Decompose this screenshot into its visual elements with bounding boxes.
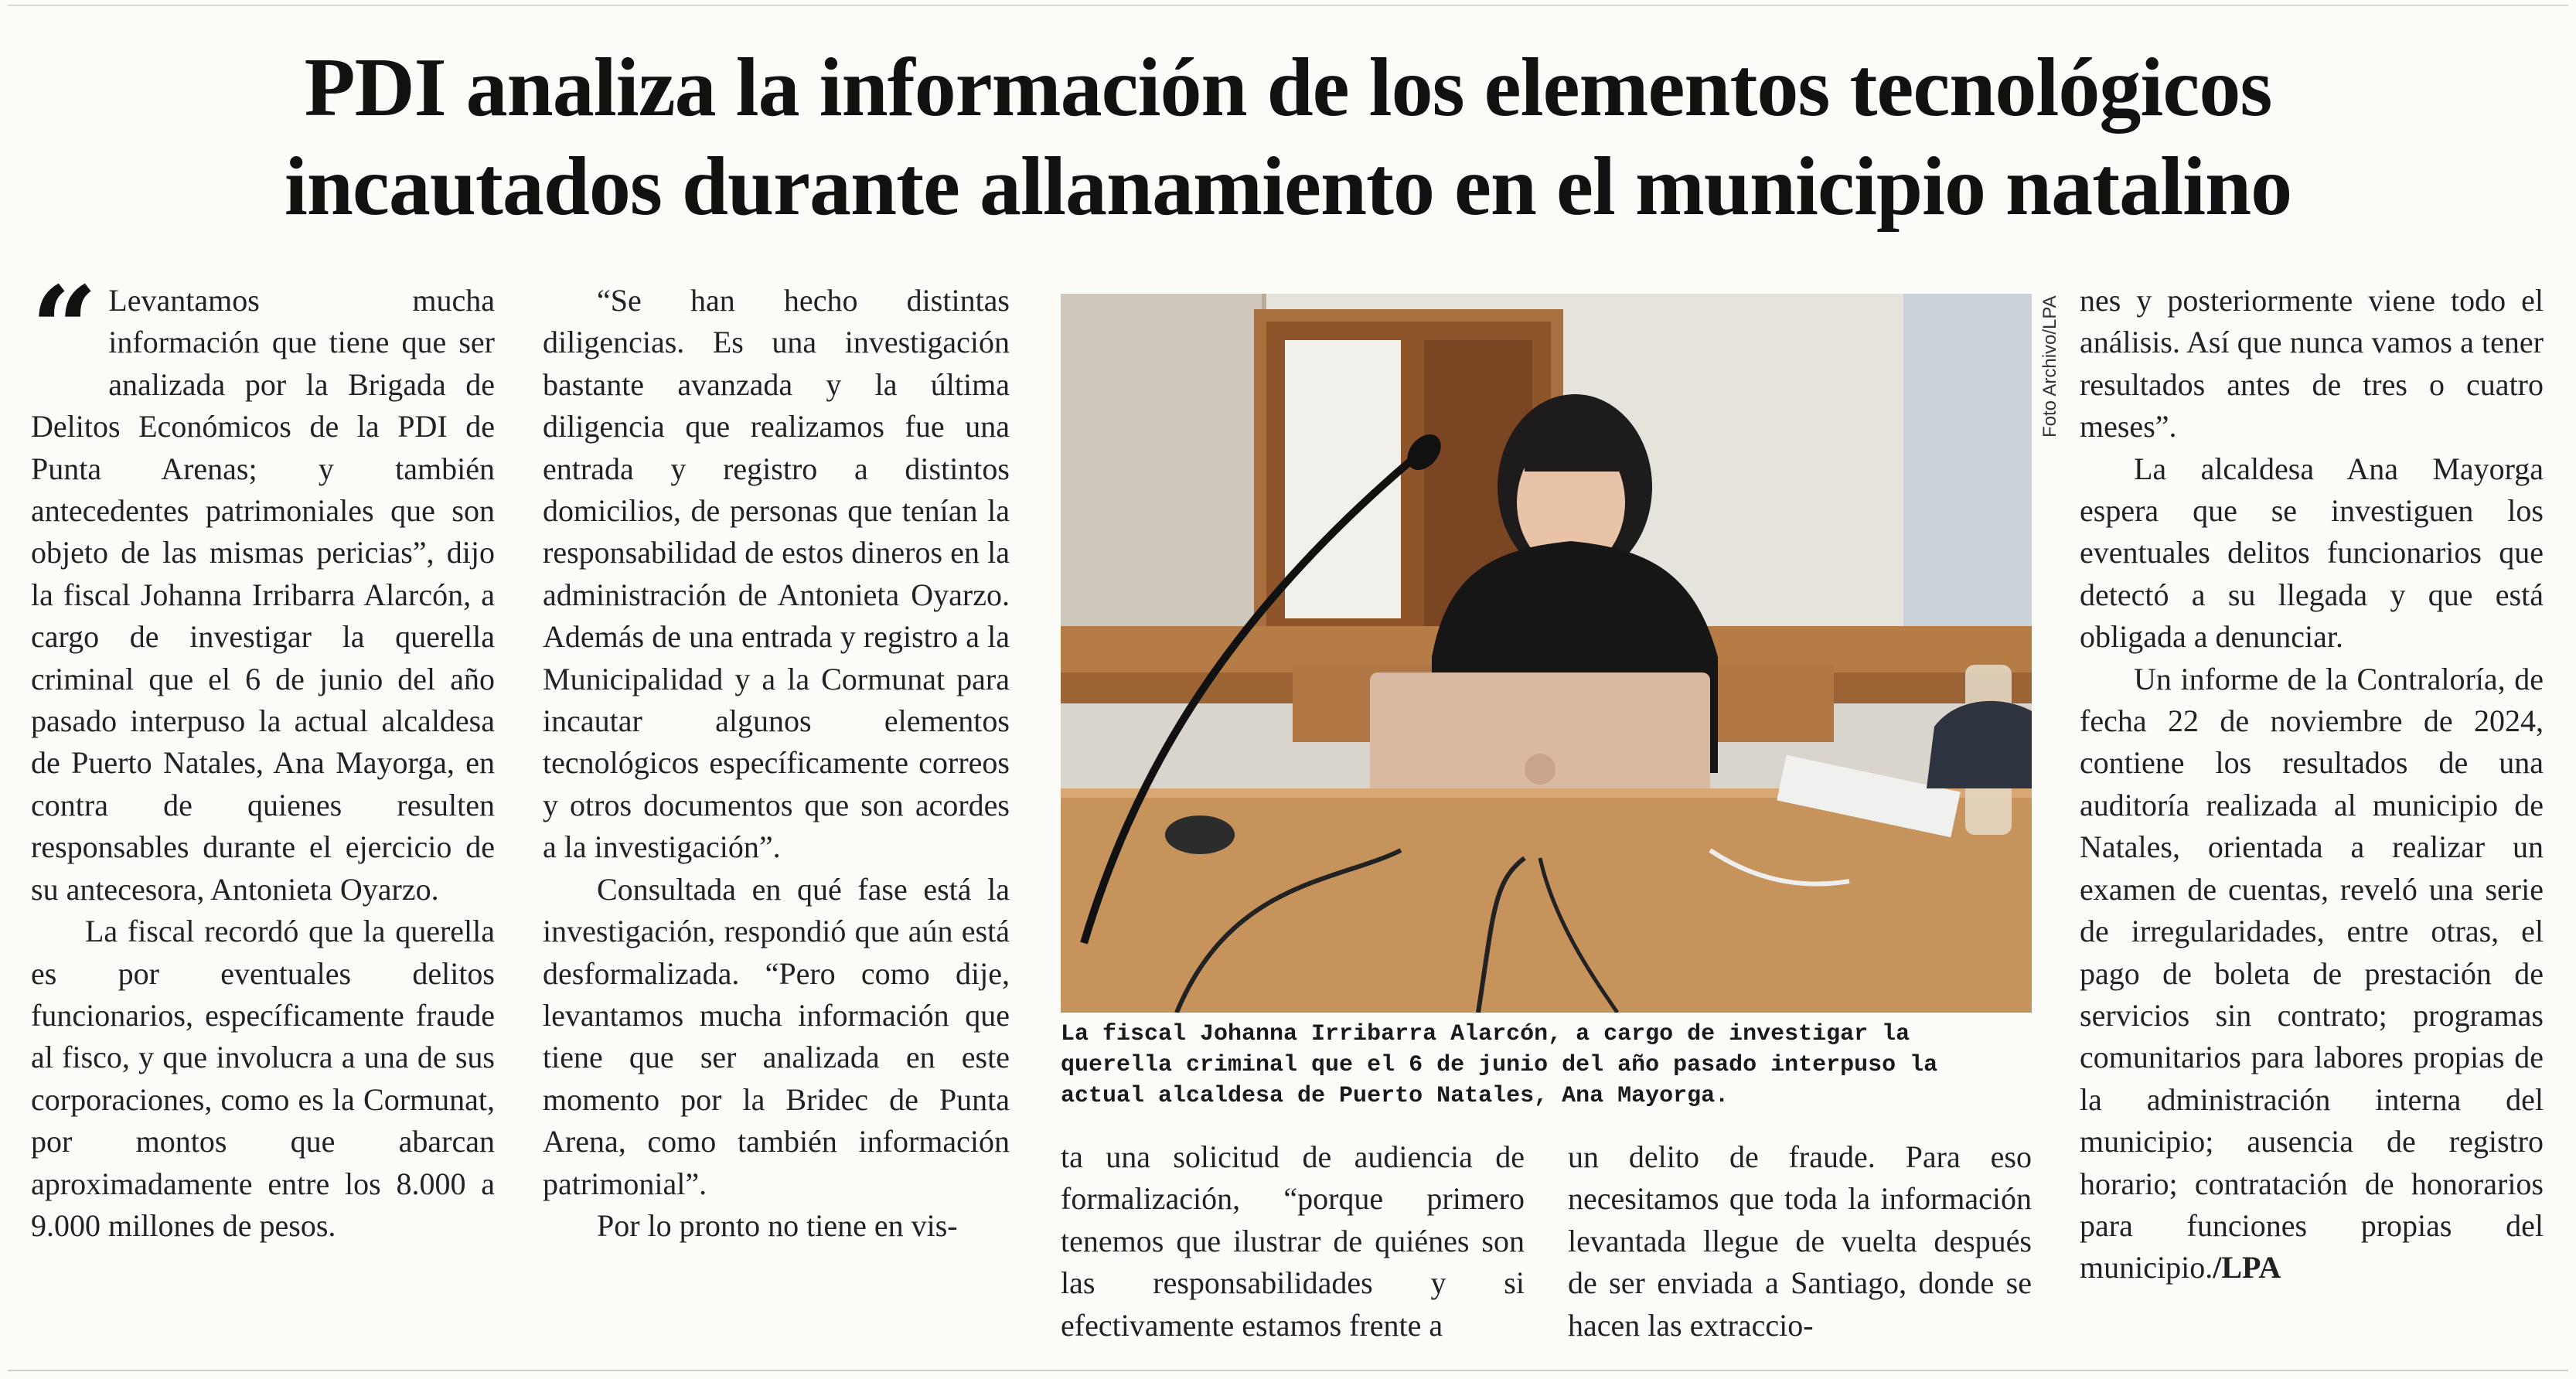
headline [31, 39, 2545, 237]
column-5 [2080, 280, 2544, 1289]
col1-paragraph-1 [31, 261, 495, 911]
headline-line-1: PDI analiza la información de los elementos tecnológicos [304, 42, 2272, 134]
opening-quote-mark: “ [31, 261, 98, 397]
column-1 [31, 261, 495, 1247]
col2-paragraph-2: Consultada en qué fase está la investigación, respondió que aún está desformalizada. “Pero como dije, levantamos mucha información que tiene que ser analizada en este momento por la Bridec de Punta Arena, como también información patrimonial”. [543, 871, 1010, 1201]
col3-paragraph-1: ta una solicitud de audiencia de formalización, “porque primero tenemos que ilustrar de quiénes son las responsabilidades y si efectivamente estamos frente a [1061, 1139, 1525, 1343]
col4-paragraph-1: un delito de fraude. Para eso necesitamos que toda la información levantada llegue de vuelta después de ser enviada a Santiago, donde se hacen las extraccio- [1568, 1139, 2032, 1343]
col1-paragraph-2: La fiscal recordó que la querella es por eventuales delitos funcionarios, específicamente fraude al fisco, y que involucra a una de sus corporaciones, como es la Cormunat, por montos que abarcan aproximadamente entre los 8.000 a 9.000 millones de pesos. [31, 914, 495, 1243]
col2-paragraph-1: “Se han hecho distintas diligencias. Es una investigación bastante avanzada y la última diligencia que realizamos fue una entrada y registro a distintos domicilios, de personas que tenían la responsabilidad de estos dineros en la administración de Antonieta Oyarzo. Además de una entrada y registro a la Municipalidad y a la Cormunat para incautar algunos elementos tecnológicos específicamente correos y otros documentos que son acordes a la investigación”. [543, 283, 1010, 865]
signature: /LPA [2213, 1250, 2281, 1285]
photo-frame [1061, 294, 2032, 1013]
col5-paragraph-3 [2080, 659, 2544, 1289]
headline-line-2: incautados durante allanamiento en el municipio natalino [284, 141, 2292, 233]
column-2 [543, 280, 1010, 1247]
photo-caption: La fiscal Johanna Irribarra Alarcón, a cargo de investigar la querella criminal que el 6 de junio del año pasado interpuso la actual alcaldesa de Puerto Natales, Ana Mayorga. [1061, 1021, 1938, 1109]
column-3 [1061, 1136, 1525, 1347]
col5-p3-text: Un informe de la Contraloría, de fecha 22 de noviembre de 2024, contiene los resultados de una auditoría realizada al municipio de Natales, orientada a realizar un examen de cuentas, reveló una serie de irregularidades, entre otras, el pago de boleta de prestación de servicios sin contrato; programas comunitarios para labores propias de la administración interna del municipio; ausencia de registro horario; contratación de honorarios para funciones propias del municipio. [2080, 661, 2544, 1285]
fiscal-photo [1061, 294, 2032, 1013]
col1-p1-text: Levantamos mucha información que tiene que ser analizada por la Brigada de Delitos Económicos de la PDI de Punta Arenas; y también antecedentes patrimoniales que son objeto de las mismas pericias”, dijo la fiscal Johanna Irribarra Alarcón, a cargo de investigar la querella criminal que el 6 de junio del año pasado interpuso la actual alcaldesa de Puerto Natales, Ana Mayorga, en contra de quienes resulten responsables durante el ejercicio de su antecesora, Antonieta Oyarzo. [31, 283, 495, 907]
top-rule [8, 5, 2568, 6]
photo-credit: Foto Archivo/LPA [2039, 295, 2060, 438]
col5-paragraph-1: nes y posteriormente viene todo el análisis. Así que nunca vamos a tener resultados antes de tres o cuatro meses”. [2080, 283, 2544, 444]
bottom-rule [8, 1370, 2568, 1371]
col5-paragraph-2: La alcaldesa Ana Mayorga espera que se investiguen los eventuales delitos funcionarios que detectó a su llegada y que está obligada a denunciar. [2080, 451, 2544, 655]
column-4 [1568, 1136, 2032, 1347]
col2-paragraph-3: Por lo pronto no tiene en vis- [597, 1207, 958, 1243]
